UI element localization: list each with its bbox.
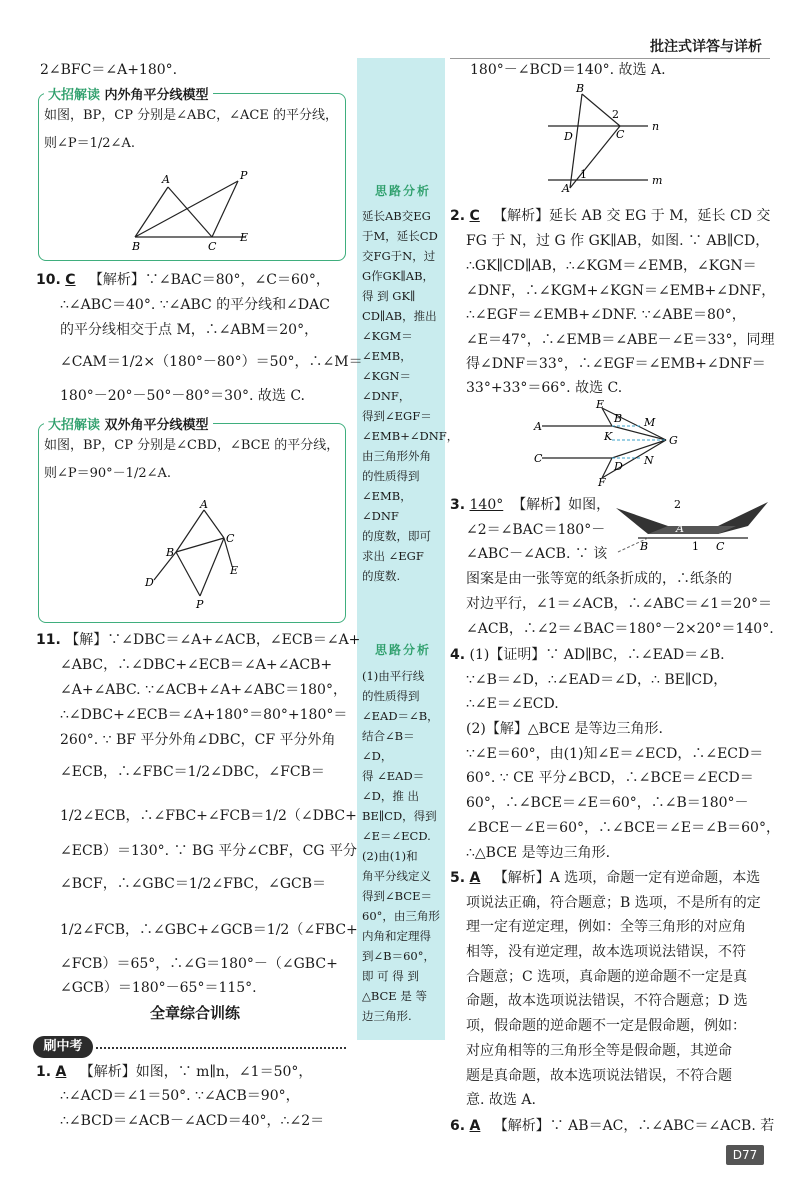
- label-p: P: [196, 598, 204, 611]
- answer-choice: C: [65, 272, 76, 288]
- text-line: (2)【解】△BCE 是等边三角形.: [466, 721, 663, 737]
- text-line: ∠DNF，∴∠KGM+∠KGN＝∠EMB+∠DNF，: [466, 283, 776, 299]
- label-e: E: [230, 564, 239, 577]
- text-line: ∠ECB，∴∠FBC＝1/2∠DBC，∠FCB＝: [60, 764, 325, 780]
- label-e: E: [596, 398, 605, 411]
- dotted-rule: [96, 1047, 346, 1049]
- text-line: ∴GK∥CD∥AB，∴∠KGM＝∠EMB，∠KGN＝: [466, 258, 757, 274]
- text-line: 意. 故选 A.: [466, 1092, 536, 1108]
- side-note-line: 结合∠B＝∠D，: [362, 729, 415, 763]
- text-line: ∴∠ACD＝∠1＝50°. ∵∠ACB＝90°，: [60, 1088, 300, 1104]
- text-line: ∴∠E＝∠ECD.: [466, 696, 559, 712]
- label-b: B: [576, 82, 585, 95]
- question-text: (1)【证明】∵ AD∥BC，∴∠EAD＝∠B.: [469, 647, 725, 663]
- label-a: A: [562, 182, 570, 195]
- question-3: [450, 495, 610, 515]
- label-a: A: [676, 522, 684, 535]
- side-note-2: [362, 666, 444, 1026]
- side-note-line: 延长AB交EG: [362, 209, 431, 223]
- side-label-1: 思路分析: [375, 184, 432, 198]
- side-note-line: ∠KGN＝∠DNF，: [362, 369, 411, 403]
- label-d: D: [564, 130, 573, 143]
- side-note-line: 得到∠BCE＝: [362, 889, 432, 903]
- text-line: ∴∠ABC＝40°. ∵∠ABC 的平分线和∠DAC: [60, 297, 330, 313]
- text-line: ∠ABC，∴∠DBC+∠ECB＝∠A+∠ACB+: [60, 657, 333, 673]
- text-line: 180°－20°－50°－80°＝30°. 故选 C.: [60, 388, 305, 404]
- label-b: B: [640, 540, 649, 553]
- question-11: [36, 630, 360, 650]
- side-note-line: 的性质得到: [362, 469, 420, 483]
- figure-parallel-lines: [530, 80, 680, 196]
- side-note-line: 即 可 得 到: [362, 969, 419, 983]
- label-b: B: [614, 412, 623, 425]
- label-n: N: [644, 454, 654, 467]
- label-d: D: [145, 576, 154, 589]
- text-line: 1/2∠FCB，∴∠GBC+∠GCB＝1/2（∠FBC+: [60, 922, 358, 938]
- label-g: G: [669, 434, 678, 447]
- text-line: ∠BCF，∴∠GBC＝1/2∠FBC，∠GCB＝: [60, 876, 327, 892]
- side-note-line: 的度数.: [362, 569, 401, 583]
- label-1: 1: [692, 540, 699, 553]
- label-c: C: [534, 452, 543, 465]
- question-text: 【解析】如图，: [512, 497, 611, 513]
- label-m: m: [652, 174, 663, 187]
- text-line: 题是真命题，故本选项说法错误，不符合题: [466, 1068, 732, 1084]
- figure-folded-strip: [608, 494, 778, 558]
- side-note-line: ∠KGM＝∠EMB，: [362, 329, 413, 363]
- text-line: ∴△BCE 是等边三角形.: [466, 845, 611, 861]
- tip-box-1-heading: [44, 84, 213, 103]
- label-b: B: [166, 546, 175, 559]
- question-5: [450, 868, 760, 888]
- page-header: 批注式详答与详析: [650, 39, 762, 55]
- text-line: ∠2＝∠BAC＝180°－: [466, 522, 606, 538]
- figure-arrow-model: [530, 396, 690, 486]
- question-text: 【解析】A 选项，命题一定有逆命题，本选: [493, 870, 761, 886]
- side-note-line: 交FG于N，过: [362, 249, 436, 263]
- side-note-line: BE∥CD，得到: [362, 809, 437, 823]
- question-text: 【解析】如图，∵ m∥n，∠1＝50°，: [79, 1064, 313, 1080]
- side-label-2: 思路分析: [375, 643, 432, 657]
- question-number: 1.: [36, 1064, 52, 1080]
- label-c: C: [716, 540, 725, 553]
- text-line: ∴∠EGF＝∠EMB+∠DNF. ∵∠ABE＝80°，: [466, 307, 746, 323]
- label-1: 1: [580, 168, 587, 181]
- side-note-line: ∠EAD＝∠B，: [362, 709, 439, 723]
- tip-text: 则∠P＝1/2∠A.: [44, 136, 135, 151]
- label-2: 2: [612, 108, 619, 121]
- tip-tag: 大招解读: [48, 88, 101, 103]
- question-2: [450, 206, 770, 226]
- text-line: 对应角相等的三角形全等是假命题，其逆命: [466, 1043, 732, 1059]
- section-pill: 刷中考: [33, 1036, 93, 1058]
- text-line: ∠ABC－∠ACB. ∵ 该: [466, 546, 608, 562]
- text-line: ∠ACB，∴∠2＝∠BAC＝180°－2×20°＝140°.: [466, 621, 774, 637]
- label-b: B: [132, 240, 141, 253]
- label-c: C: [226, 532, 235, 545]
- side-note-line: 边三角形.: [362, 1009, 412, 1023]
- side-note-line: G作GK∥AB，: [362, 269, 435, 283]
- text-line: 60°. ∵ CE 平分∠BCD，∴∠BCE＝∠ECD＝: [466, 770, 754, 786]
- text-line: 2∠BFC＝∠A+180°.: [40, 62, 178, 78]
- label-a: A: [200, 498, 208, 511]
- question-text: 【解析】∵∠BAC＝80°，∠C＝60°，: [88, 272, 330, 288]
- side-note-line: ∠EMB+∠DNF，: [362, 429, 459, 443]
- label-a: A: [534, 420, 542, 433]
- text-line: 项，假命题的逆命题不一定是假命题，例如：: [466, 1018, 746, 1034]
- label-p: P: [240, 169, 248, 182]
- text-line: 33°+33°＝66°. 故选 C.: [466, 380, 623, 396]
- text-line: 命题，故本选项说法错误，不符合题意；D 选: [466, 993, 748, 1009]
- label-c: C: [208, 240, 217, 253]
- text-line: ∴∠DBC+∠ECB＝∠A+180°＝80°+180°＝: [60, 707, 348, 723]
- text-line: 理一定有逆定理，例如：全等三角形的对应角: [466, 919, 746, 935]
- side-note-line: 求出 ∠EGF: [362, 549, 424, 563]
- text-line: ∵∠B＝∠D，∴∠EAD＝∠D，∴ BE∥CD，: [466, 672, 728, 688]
- question-text: 【解】∵∠DBC＝∠A+∠ACB，∠ECB＝∠A+: [65, 632, 361, 648]
- text-line: ∠A+∠ABC. ∵∠ACB+∠A+∠ABC＝180°，: [60, 682, 347, 698]
- side-note-1: [362, 206, 459, 586]
- side-note-line: (1)由平行线: [362, 669, 425, 683]
- side-note-line: ∠D，推 出: [362, 789, 420, 803]
- question-text: 【解析】延长 AB 交 EG 于 M，延长 CD 交: [493, 208, 771, 224]
- text-line: FG 于 N，过 G 作 GK∥AB，如图. ∵ AB∥CD，: [466, 233, 770, 249]
- label-c: C: [616, 128, 625, 141]
- question-number: 2.: [450, 208, 466, 224]
- side-note-line: 得 到 GK∥: [362, 289, 416, 303]
- answer-choice: A: [469, 1118, 481, 1134]
- side-note-line: 内角和定理得: [362, 929, 431, 943]
- text-line: ∠ECB）＝130°. ∵ BG 平分∠CBF，CG 平分: [60, 843, 357, 859]
- text-line: 180°－∠BCD＝140°. 故选 A.: [470, 62, 666, 78]
- label-2: 2: [674, 498, 681, 511]
- side-note-line: 由三角形外角: [362, 449, 431, 463]
- label-n: n: [652, 120, 660, 133]
- label-f: F: [598, 476, 606, 486]
- text-line: 1/2∠ECB，∴∠FBC+∠FCB＝1/2（∠DBC+: [60, 808, 357, 824]
- question-number: 5.: [450, 870, 466, 886]
- text-line: ∠CAM＝1/2×（180°－80°）＝50°，∴∠M＝: [60, 354, 363, 370]
- question-10: [36, 270, 330, 290]
- label-a: A: [162, 173, 170, 186]
- figure-inner-outer-bisector: [120, 165, 260, 255]
- side-note-line: 得到∠EGF＝: [362, 409, 432, 423]
- answer-choice: C: [469, 208, 480, 224]
- label-m: M: [644, 416, 656, 429]
- question-text: 【解析】∵ AB＝AC，∴∠ABC＝∠ACB. 若: [493, 1118, 775, 1134]
- label-e: E: [240, 231, 249, 244]
- tip-title: 内外角平分线模型: [104, 88, 209, 103]
- tip-text: 如图，BP，CP 分别是∠CBD，∠BCE 的平分线，: [44, 438, 340, 453]
- text-line: 260°. ∵ BF 平分外角∠DBC，CF 平分外角: [60, 732, 336, 748]
- side-note-line: 到∠B＝60°，: [362, 949, 435, 963]
- text-line: ∴∠BCD＝∠ACB－∠ACD＝40°，∴∠2＝: [60, 1113, 325, 1129]
- question-number: 10.: [36, 272, 61, 288]
- text-line: 60°，∴∠BCE＝∠E＝60°，∴∠B＝180°－: [466, 795, 749, 811]
- side-note-line: 得 ∠EAD＝: [362, 769, 425, 783]
- label-k: K: [604, 430, 613, 443]
- text-line: 项说法正确，符合题意；B 选项，不是所有的定: [466, 895, 761, 911]
- question-number: 6.: [450, 1118, 466, 1134]
- answer-choice: A: [55, 1064, 67, 1080]
- question-1: [36, 1062, 312, 1082]
- side-note-line: ∠E＝∠ECD.: [362, 829, 431, 843]
- question-6: [450, 1116, 774, 1136]
- text-line: ∠BCE－∠E＝60°，∴∠BCE＝∠E＝∠B＝60°，: [466, 820, 780, 836]
- text-line: ∵∠E＝60°，由(1)知∠E＝∠ECD，∴∠ECD＝: [466, 746, 764, 762]
- answer-choice: A: [469, 870, 481, 886]
- side-note-line: 角平分线定义: [362, 869, 431, 883]
- tip-box-2-heading: [44, 414, 213, 433]
- text-line: 合题意；C 选项，真命题的逆命题不一定是真: [466, 969, 748, 985]
- question-4: [450, 645, 725, 665]
- tip-title: 双外角平分线模型: [104, 418, 209, 433]
- answer-value: 140°: [469, 497, 504, 513]
- tip-text: 如图，BP，CP 分别是∠ABC，∠ACE 的平分线，: [44, 108, 338, 123]
- text-line: 相等，没有逆定理，故本选项说法错误，不符: [466, 944, 746, 960]
- question-number: 11.: [36, 632, 61, 648]
- side-note-line: 的度数，即可: [362, 529, 431, 543]
- question-number: 4.: [450, 647, 466, 663]
- label-d: D: [614, 460, 623, 473]
- side-note-line: △BCE 是 等: [362, 989, 428, 1003]
- side-note-line: 60°，由三角形: [362, 909, 440, 923]
- side-note-line: (2)由(1)和: [362, 849, 418, 863]
- tip-text: 则∠P＝90°－1/2∠A.: [44, 466, 172, 481]
- side-note-line: 于M，延长CD: [362, 229, 438, 243]
- section-title: 全章综合训练: [150, 1004, 241, 1022]
- page-number: D77: [726, 1145, 764, 1165]
- side-note-line: CD∥AB，推出: [362, 309, 437, 323]
- text-line: 图案是由一张等宽的纸条折成的，∴纸条的: [466, 571, 732, 587]
- tip-tag: 大招解读: [48, 418, 101, 433]
- text-line: ∠GCB）＝180°－65°＝115°.: [60, 980, 257, 996]
- figure-double-exterior-bisector: [140, 496, 250, 612]
- text-line: ∠E＝47°，∴∠EMB＝∠ABE－∠E＝33°，同理: [466, 332, 775, 348]
- side-note-line: 的性质得到: [362, 689, 420, 703]
- text-line: ∠FCB）＝65°，∴∠G＝180°－（∠GBC+: [60, 956, 338, 972]
- side-note-line: ∠EMB，∠DNF: [362, 489, 412, 523]
- text-line: 的平分线相交于点 M，∴∠ABM＝20°，: [60, 322, 319, 338]
- text-line: 对边平行，∠1＝∠ACB，∴∠ABC＝∠1＝20°＝: [466, 596, 773, 612]
- header-rule: [450, 58, 770, 59]
- text-line: 得∠DNF＝33°，∴∠EGF＝∠EMB+∠DNF＝: [466, 356, 766, 372]
- question-number: 3.: [450, 497, 466, 513]
